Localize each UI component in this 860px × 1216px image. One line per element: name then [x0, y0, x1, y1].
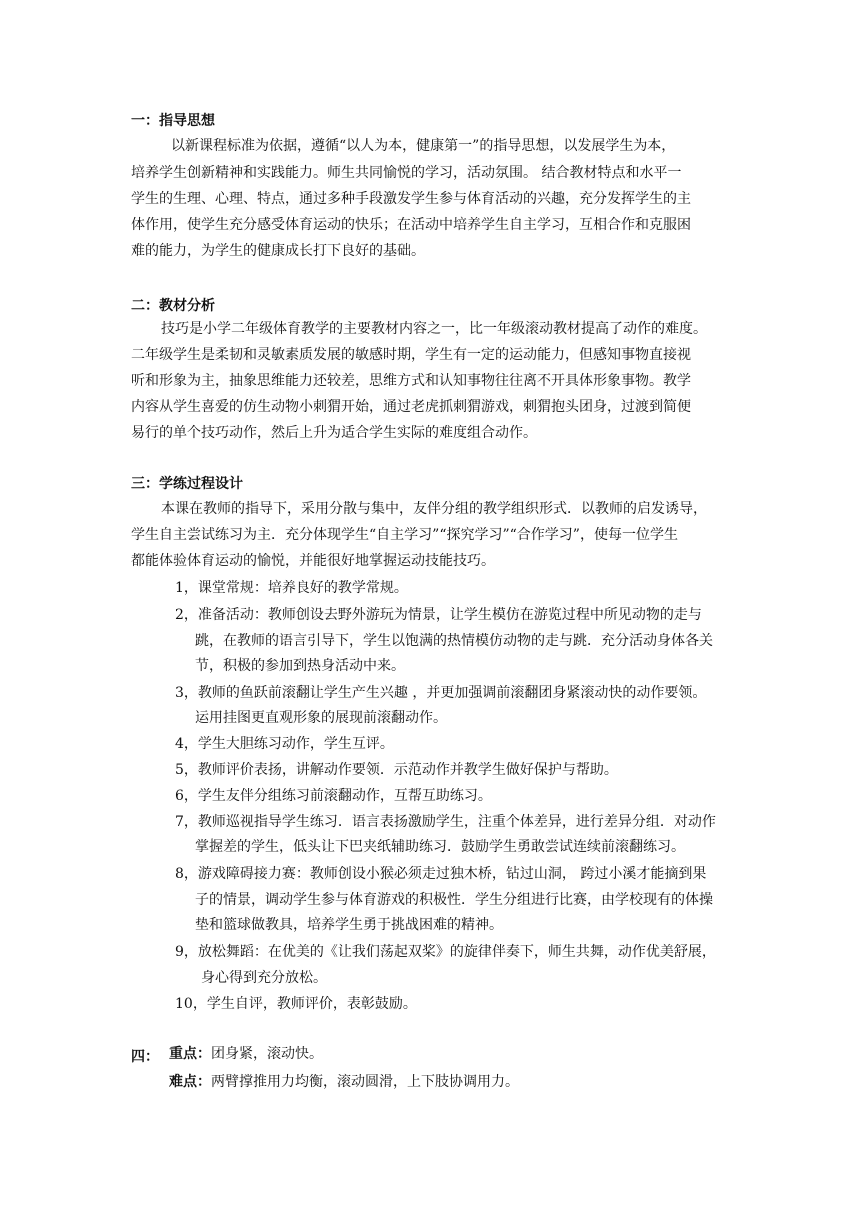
paragraph-line: 培养学生创新精神和实践能力。师生共同愉悦的学习，活动氛围。 结合教材特点和水平一 [131, 165, 682, 181]
list-item: 5，教师评价表扬，讲解动作要领．示范动作并教学生做好保护与帮助。 [175, 762, 618, 778]
list-item-continuation: 运用挂图更直观形象的展现前滚翻动作。 [195, 710, 447, 726]
list-item-continuation: 节，积极的参加到热身活动中来。 [195, 658, 405, 674]
paragraph-line: 都能体验体育运动的愉悦，并能很好地掌握运动技能技巧。 [131, 553, 495, 569]
list-item: 2，准备活动：教师创设去野外游玩为情景，让学生模仿在游览过程中所见动物的走与 [175, 607, 702, 623]
key-point-label: 重点： [169, 1046, 211, 1062]
list-item-continuation: 掌握差的学生，低头让下巴夹纸辅助练习．鼓励学生勇敢尝试连续前滚翻练习。 [195, 839, 685, 855]
paragraph-line: 以新课程标准为依据，遵循“以人为本，健康第一”的指导思想，以发展学生为本， [171, 138, 676, 154]
list-item-continuation: 跳，在教师的语言引导下，学生以饱满的热情模仿动物的走与跳．充分活动身体各关 [195, 633, 713, 649]
paragraph-line: 本课在教师的指导下，采用分散与集中，友伴分组的教学组织形式．以教师的启发诱导， [161, 501, 707, 517]
paragraph-line: 内容从学生喜爱的仿生动物小刺猬开始，通过老虎抓刺猬游戏，刺猬抱头团身，过渡到简便 [131, 399, 691, 415]
list-item: 3，教师的鱼跃前滚翻让学生产生兴趣 ，并更加强调前滚翻团身紧滚动快的动作要领。 [175, 685, 707, 701]
section-2-heading: 二：教材分析 [131, 298, 215, 314]
difficulty-label: 难点： [169, 1074, 211, 1090]
section-3-heading: 三：学练过程设计 [131, 476, 243, 492]
list-item: 1，课堂常规：培养良好的教学常规。 [175, 580, 408, 596]
list-item: 8，游戏障碍接力赛：教师创设小猴必须走过独木桥，钻过山洞， 跨过小溪才能摘到果 [175, 866, 707, 882]
section-4-heading: 四： [131, 1049, 159, 1065]
difficulty-point [169, 1072, 519, 1092]
paragraph-line: 技巧是小学二年级体育教学的主要教材内容之一，比一年级滚动教材提高了动作的难度。 [161, 321, 707, 337]
paragraph-line: 二年级学生是柔韧和灵敏素质发展的敏感时期，学生有一定的运动能力，但感知事物直接视 [131, 347, 691, 363]
list-item: 6，学生友伴分组练习前滚翻动作，互帮互助练习。 [175, 788, 492, 804]
paragraph-line: 易行的单个技巧动作，然后上升为适合学生实际的难度组合动作。 [131, 425, 537, 441]
key-point-text: 团身紧，滚动快。 [211, 1046, 323, 1062]
paragraph-line: 听和形象为主，抽象思维能力还较差，思维方式和认知事物往往离不开具体形象事物。教学 [131, 373, 691, 389]
list-item: 10，学生自评，教师评价，表彰鼓励。 [175, 996, 417, 1012]
list-item-continuation: 垫和篮球做教具，培养学生勇于挑战困难的精神。 [195, 917, 503, 933]
paragraph-line: 体作用，使学生充分感受体育运动的快乐；在活动中培养学生自主学习，互相合作和克服困 [131, 217, 691, 233]
list-item: 7，教师巡视指导学生练习．语言表扬激励学生，注重个体差异，进行差异分组．对动作 [175, 814, 716, 830]
list-item: 4，学生大胆练习动作，学生互评。 [175, 736, 394, 752]
section-1-heading: 一：指导思想 [131, 113, 215, 129]
paragraph-line: 学生的生理、心理、特点，通过多种手段激发学生参与体育活动的兴趣，充分发挥学生的主 [131, 191, 691, 207]
paragraph-line: 学生自主尝试练习为主．充分体现学生“自主学习”“探究学习”“合作学习”，使每一位学生 [131, 527, 678, 543]
list-item-continuation: 子的情景，调动学生参与体育游戏的积极性．学生分组进行比赛，由学校现有的体操 [195, 892, 713, 908]
list-item-continuation: 身心得到充分放松。 [201, 970, 327, 986]
difficulty-text: 两臂撑推用力均衡，滚动圆滑，上下肢协调用力。 [211, 1074, 519, 1090]
key-point [169, 1044, 323, 1064]
list-item: 9，放松舞蹈：在优美的《让我们荡起双桨》的旋律伴奏下，师生共舞，动作优美舒展， [175, 944, 716, 960]
paragraph-line: 难的能力，为学生的健康成长打下良好的基础。 [131, 243, 425, 259]
